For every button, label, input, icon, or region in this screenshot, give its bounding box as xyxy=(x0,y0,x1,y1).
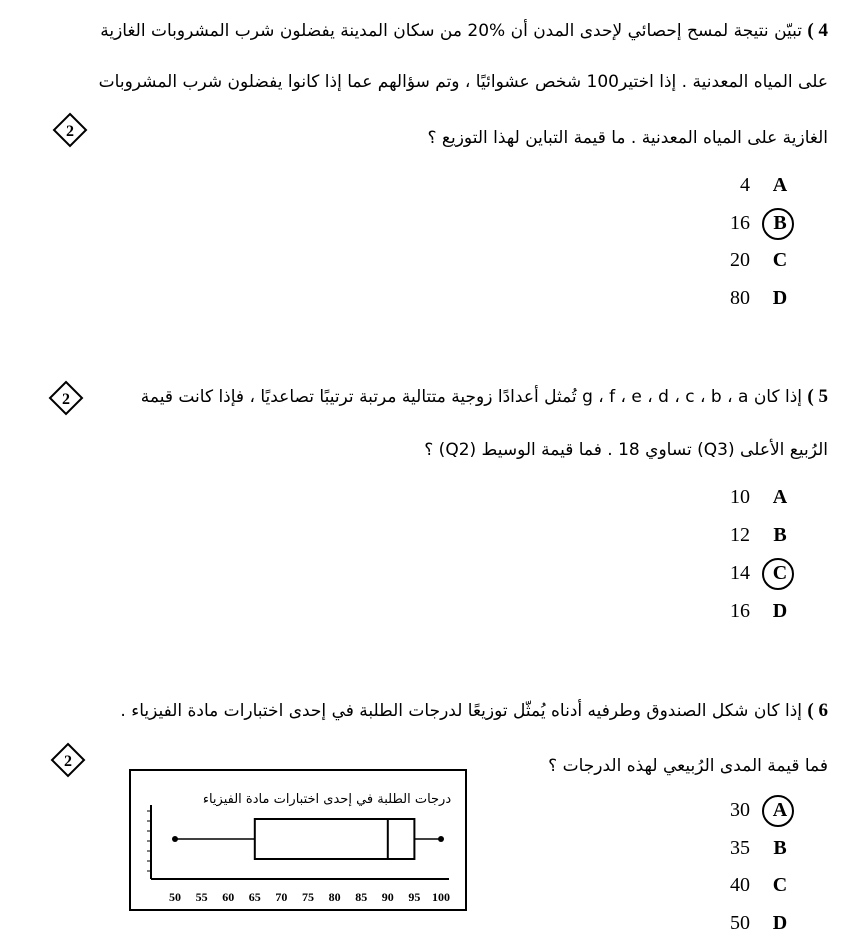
option-value: 50 xyxy=(730,912,750,934)
option-letter: B xyxy=(773,524,787,546)
x-tick-label: 80 xyxy=(328,890,341,904)
option-value: 14 xyxy=(730,562,750,584)
q6-option-a[interactable] xyxy=(720,795,810,825)
q5-option-d[interactable] xyxy=(720,596,810,626)
q4-option-a[interactable] xyxy=(720,170,810,200)
option-letter: A xyxy=(772,486,788,508)
q5-number: 5 ) xyxy=(807,386,828,407)
q6-option-b[interactable] xyxy=(720,833,810,863)
option-value: 80 xyxy=(730,287,750,309)
option-value: 10 xyxy=(730,486,750,508)
x-tick-label: 50 xyxy=(169,890,181,904)
q4-mark-text: 2 xyxy=(66,123,74,140)
x-tick-label: 70 xyxy=(275,890,288,904)
x-tick-label: 75 xyxy=(302,890,314,904)
q6-number: 6 ) xyxy=(807,700,828,721)
q4-option-b[interactable] xyxy=(720,208,810,238)
x-tick-label: 55 xyxy=(195,890,208,904)
q4-line-1 xyxy=(100,20,828,42)
x-tick-label: 60 xyxy=(222,890,235,904)
q4-line-3: الغازية على المياه المعدنية . ما قيمة التباين لهذا التوزيع ؟ xyxy=(427,128,828,148)
q4-option-d[interactable] xyxy=(720,283,810,313)
option-value: 30 xyxy=(730,799,750,821)
option-letter: D xyxy=(772,912,788,934)
q5-line-1 xyxy=(141,386,828,408)
option-letter: A xyxy=(772,799,788,821)
q4-score-mark xyxy=(52,112,88,148)
q5-option-b[interactable] xyxy=(720,520,810,550)
max-point xyxy=(438,836,444,842)
option-value: 40 xyxy=(730,874,750,896)
x-tick-label: 90 xyxy=(381,890,394,904)
q6-option-d[interactable] xyxy=(720,908,810,938)
chart-title: درجات الطلبة في إحدى اختبارات مادة الفيزياء xyxy=(202,792,452,807)
iqr-box xyxy=(255,819,415,859)
q4-option-c[interactable] xyxy=(720,245,810,275)
q6-score-mark xyxy=(50,742,86,778)
q6-text-1: إذا كان شكل الصندوق وطرفيه أدناه يُمثّل توزيعًا لدرجات الطلبة في إحدى اختبارات مادة الفيزياء . xyxy=(120,701,803,721)
option-letter: A xyxy=(772,174,788,196)
q5-mark-text-left: 2 xyxy=(62,391,70,408)
option-value: 4 xyxy=(740,174,750,196)
option-value: 12 xyxy=(730,524,750,546)
q6-line-1 xyxy=(120,700,828,722)
option-value: 35 xyxy=(730,837,750,859)
q6-mark-text: 2 xyxy=(64,753,72,770)
q4-line-2: على المياه المعدنية . إذا اختير100 شخص عشوائيًا ، وتم سؤالهم عما إذا كانوا يفضلون شرب المشروبات xyxy=(98,72,828,92)
option-value: 16 xyxy=(730,212,750,234)
q4-number: 4 ) xyxy=(807,20,828,41)
q4-text-1: تبيّن نتيجة لمسح إحصائي لإحدى المدن أن %20 من سكان المدينة يفضلون شرب المشروبات الغازية xyxy=(100,21,803,41)
q5-text-1: إذا كان g ، f ، e ، d ، c ، b ، a تُمثل أعدادًا زوجية متتالية مرتبة ترتيبًا تصاعديًا ، فإذا كانت قيمة xyxy=(140,387,803,407)
option-value: 16 xyxy=(730,600,750,622)
option-letter: D xyxy=(772,287,788,309)
option-value: 20 xyxy=(730,249,750,271)
x-tick-label: 85 xyxy=(355,890,368,904)
x-tick-label: 95 xyxy=(408,890,421,904)
option-letter: C xyxy=(772,249,788,271)
q5-option-c[interactable] xyxy=(720,558,810,588)
q6-line-2: فما قيمة المدى الرُبيعي لهذه الدرجات ؟ xyxy=(548,756,828,776)
x-tick-label: 100 xyxy=(432,890,450,904)
boxplot-chart xyxy=(129,769,467,911)
x-tick-label: 65 xyxy=(248,890,261,904)
option-letter: D xyxy=(772,600,788,622)
q5-option-a[interactable] xyxy=(720,482,810,512)
option-letter: C xyxy=(772,874,788,896)
boxplot-svg xyxy=(131,771,465,909)
min-point xyxy=(172,836,178,842)
option-letter: B xyxy=(773,837,787,859)
q5-line-2: الرُبيع الأعلى (Q3) تساوي 18 . فما قيمة الوسيط (Q2) ؟ xyxy=(424,440,828,460)
option-letter: B xyxy=(773,212,787,234)
q6-option-c[interactable] xyxy=(720,870,810,900)
option-letter: C xyxy=(772,562,788,584)
q5-score-mark-left xyxy=(48,380,84,416)
